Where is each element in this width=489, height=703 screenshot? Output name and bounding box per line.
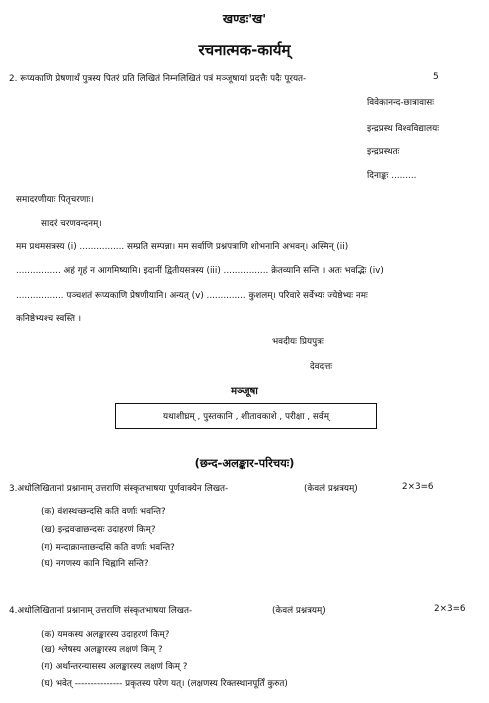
letter-signature: देवदत्तः	[310, 362, 333, 372]
section-heading: खण्डः'ख'	[222, 11, 267, 26]
address-line: विवेकानन्द-छात्रावासः	[367, 98, 435, 108]
question-4-note: (केवलं प्रश्नत्रयम्)	[272, 606, 326, 616]
manjusha-box	[115, 403, 377, 429]
letter-body-line: कनिष्ठेभ्यश्च स्वस्ति ।	[16, 314, 82, 324]
question-3-marks: 2×3=6	[402, 482, 434, 492]
letter-greeting: सादरं चरणवन्दनम्।	[41, 219, 102, 229]
question-4-marks: 2×3=6	[434, 604, 466, 614]
address-line: इन्द्रप्रस्थतः	[367, 147, 400, 157]
question-3-item: (घ) नगणस्य कानि चिह्नानि सन्ति?	[41, 559, 149, 569]
letter-body-line: मम प्रथमसत्रस्य (i) ................ सम्प्रति सम्पन्ना। मम सर्वाणि प्रश्नपत्राणि शोभनानि अभवन्। अस्मिन् (ii)	[16, 242, 349, 252]
question-4-item: (क) यमकस्य अलङ्कारस्य उदाहरणं किम्?	[41, 630, 170, 640]
letter-salutation: समादरणीयाः पितृचरणाः।	[16, 195, 94, 205]
question-3-item: (ग) मन्दाक्रान्ताछन्दसि कति वर्णाः भवन्ति?	[41, 543, 175, 553]
question-4-item: (ख) श्लेषस्य अलङ्कारस्य लक्षणं किम् ?	[41, 645, 163, 655]
question-4-prompt: 4.अधोलिखितानां प्रश्नानाम् उत्तराणि संस्कृतभाषया लिखत-	[9, 606, 193, 616]
letter-closing: भवदीयः प्रियपुत्रः	[272, 337, 324, 347]
question-4-item: (घ) भवेत् --------------- प्रकृतस्य परेण यत्। (लक्षणस्य रिक्तस्थानपूर्तिं कुरुत)	[41, 679, 288, 689]
section-title: रचनात्मक-कार्यम्	[198, 41, 291, 59]
address-line: इन्द्रप्रस्थ विश्वविद्यालयः	[367, 124, 440, 134]
letter-body-line: ................ अहं गृहं न आगमिष्यामि। इदानीं द्वितीयसत्रस्य (iii) ................ क्रेतव्यानि सन्ति । अतः भवद्भिः (iv)	[16, 266, 384, 276]
question-2-marks: 5	[433, 72, 439, 82]
section2-title: (छन्द-अलङ्कार-परिचयः)	[194, 456, 295, 470]
date-line: दिनाङ्कः .........	[367, 171, 417, 181]
question-3-item: (क) वंशस्थच्छन्दसि कति वर्णाः भवन्ति?	[41, 507, 166, 517]
question-3-item: (ख) इन्द्रवज्राछन्दसः उदाहरणं किम्?	[41, 525, 156, 535]
manjusha-words: यथाशीघ्रम् , पुस्तकानि , शीतावकाशे , परीक्षा , सर्वम्	[163, 412, 329, 422]
letter-body-line: ................. पञ्चशतं रूप्यकाणि प्रेषणीयानि। अन्यत् (v) .............. कुशलम्। परिवारे सर्वेभ्यः ज्येष्ठेभ्यः नमः	[16, 291, 368, 301]
question-4-item: (ग) अर्थान्तरन्यासस्य अलङ्कारस्य लक्षणं किम् ?	[41, 662, 188, 672]
manjusha-title: मञ्जूषा	[231, 386, 258, 397]
question-3-prompt: 3.अधोलिखितानां प्रश्नानाम् उत्तराणि संस्कृतभाषया पूर्णवाक्येन लिखत-	[9, 484, 229, 494]
question-3-note: (केवलं प्रश्नत्रयम्)	[304, 484, 358, 494]
question-2-prompt: 2. रूप्यकाणि प्रेषणार्थं पुत्रस्य पितरं प्रति लिखितं निम्नलिखितं पत्रं मञ्जूषायां प्रदत्तैः पदैः पूरयत-	[9, 74, 307, 84]
